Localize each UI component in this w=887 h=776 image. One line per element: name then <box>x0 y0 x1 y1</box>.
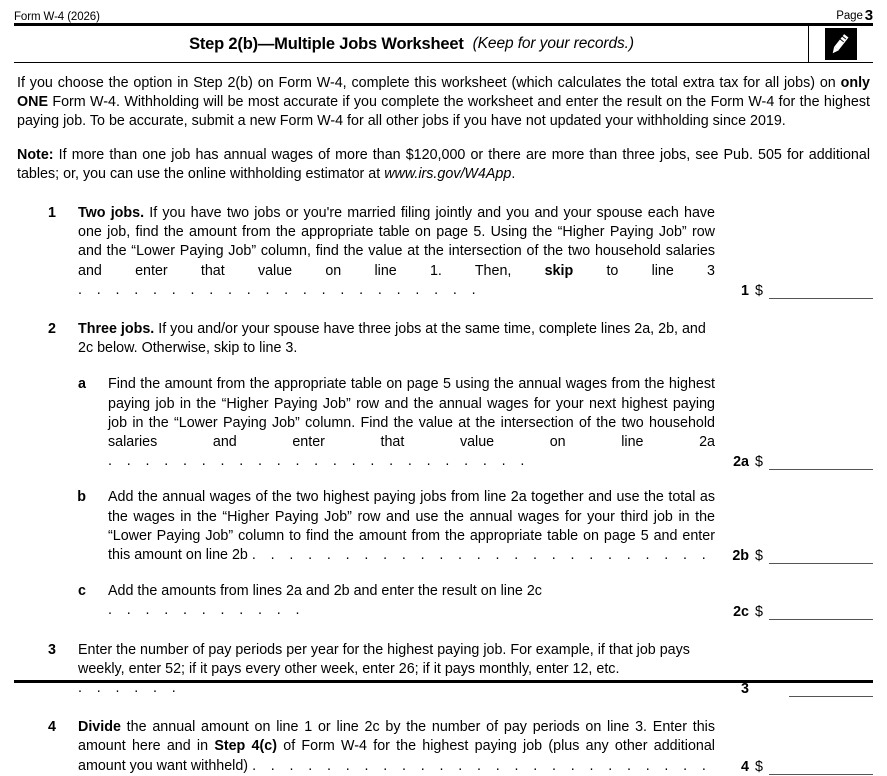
worksheet-line-2b <box>14 488 873 565</box>
worksheet-line-3 <box>14 641 873 699</box>
intro-text-a: If you choose the option in Step 2(b) on Form W-4, complete this worksheet (which calculates the total extra tax for all jobs) on <box>17 75 841 91</box>
running-head <box>14 0 873 23</box>
line-2a-letter: a <box>78 376 86 393</box>
note-label: Note: <box>17 146 54 163</box>
line-2b-answer <box>723 488 873 565</box>
line-4-entry-field[interactable] <box>769 759 873 775</box>
line-2b-leader: . . . . . . . . . . . . . . . . . . . . . . . . . <box>251 547 712 564</box>
line-1-dollar-sign: $ <box>755 283 763 300</box>
worksheet-line-2c <box>14 582 873 620</box>
line-2a-entry-field[interactable] <box>769 454 873 470</box>
line-1-entry-field[interactable] <box>769 283 873 299</box>
line-2c-letter: c <box>78 583 86 600</box>
pencil-icon <box>825 28 857 60</box>
line-2-answer-spacer <box>723 320 873 358</box>
worksheet-line-2a <box>14 375 873 471</box>
line-2b-entry-field[interactable] <box>769 548 873 564</box>
line-2c-dollar-sign: $ <box>755 603 763 620</box>
line-1-answer <box>723 204 873 300</box>
line-2a-answer <box>723 375 873 471</box>
line-4-number: 4 <box>48 719 56 736</box>
line-1-lead: Two jobs. <box>78 205 145 222</box>
line-2b-text <box>86 488 723 565</box>
line-4-answer-label: 4 <box>741 758 749 775</box>
footer-rule <box>14 680 873 683</box>
line-3-entry-field[interactable] <box>789 681 873 697</box>
line-4-lead: Divide <box>78 719 121 736</box>
line-4-step-reference: Step 4(c) <box>214 738 277 755</box>
worksheet-subtitle: (Keep for your records.) <box>472 35 634 52</box>
line-2b-letter: b <box>77 489 86 506</box>
page-number: 3 <box>864 7 873 24</box>
line-1-answer-label: 1 <box>741 283 749 300</box>
form-identifier: Form W-4 (2026) <box>14 11 100 23</box>
line-2b-body: Add the annual wages of the two highest paying jobs from line 2a together and use the total as the wages in the “Higher Paying Job” row and use the annual wages for your third job in the “Lower Paying Job” column to find the amount from the appropriate table on page 5 and enter this amount on line 2b <box>108 489 715 564</box>
line-4-answer <box>723 718 873 776</box>
line-2a-body: Find the amount from the appropriate table on page 5 using the annual wages from the highest paying job in the “Higher Paying Job” row and the annual wages for your next highest paying job in the “Lower Paying Job” column. Find the value at the intersection of the two household salaries and enter that value on line 2a <box>108 376 715 451</box>
line-2c-answer-label: 2c <box>733 603 749 620</box>
worksheet-line-1 <box>14 204 873 300</box>
line-3-text <box>56 641 723 699</box>
line-2c-body: Add the amounts from lines 2a and 2b and enter the result on line 2c <box>108 583 542 600</box>
intro-emphasis: only ONE <box>17 75 870 111</box>
worksheet-line-2 <box>14 320 873 358</box>
line-3-number: 3 <box>48 641 56 658</box>
line-3-leader: . . . . . . <box>78 680 182 697</box>
line-2-lead: Three jobs. <box>78 321 155 338</box>
line-1-body-b: to line 3 <box>573 262 716 279</box>
line-2b-dollar-sign: $ <box>755 548 763 565</box>
page-label: Page <box>836 10 863 22</box>
worksheet-line-4 <box>14 718 873 776</box>
line-3-answer <box>723 641 873 699</box>
worksheet-title-band <box>14 26 873 62</box>
line-4-body-a: the annual amount on line 1 or line 2c by the number of pay periods on line 3. Enter this amount here and in <box>78 719 715 755</box>
line-2a-dollar-sign: $ <box>755 454 763 471</box>
irs-estimator-url[interactable]: www.irs.gov/W4App <box>384 165 512 182</box>
line-3-body: Enter the number of pay periods per year for the highest paying job. For example, if that job pays weekly, enter 52; if it pays every other week, enter 26; if it pays monthly, enter 12, etc. <box>78 641 690 677</box>
intro-text-b: Form W-4. Withholding will be most accurate if you complete the worksheet and enter the result on the Form W-4 for the highest paying job. To be accurate, submit a new Form W-4 for all other jobs if you have not updated your withholding since 2019. <box>17 94 870 130</box>
line-2c-text <box>86 582 723 620</box>
line-4-dollar-sign: $ <box>755 758 763 775</box>
worksheet-lines <box>14 204 873 776</box>
line-2a-leader: . . . . . . . . . . . . . . . . . . . . . . . <box>108 453 530 470</box>
intro-paragraph <box>14 74 873 132</box>
worksheet-title: Step 2(b)—Multiple Jobs Worksheet <box>189 34 464 53</box>
note-paragraph <box>14 146 873 184</box>
worksheet-body <box>14 63 873 776</box>
line-2-text <box>56 320 723 358</box>
line-1-number: 1 <box>48 205 56 222</box>
note-text-a: If more than one job has annual wages of more than $120,000 or there are more than three jobs, see Pub. 505 for additional tables; or, you can use the online withholding estimator at <box>17 146 870 182</box>
line-2a-answer-label: 2a <box>733 454 749 471</box>
line-2-body: If you and/or your spouse have three jobs at the same time, complete lines 2a, 2b, and 2c below. Otherwise, skip to line 3. <box>78 321 706 357</box>
line-4-leader: . . . . . . . . . . . . . . . . . . . . . . . . . <box>252 757 712 774</box>
line-2a-text <box>86 375 723 471</box>
line-1-body-a: If you have two jobs or you're married filing jointly and you and your spouse each have one job, find the amount from the appropriate table on page 5. Using the “Higher Paying Job” row and the “Lower Paying Job” column, find the value at the intersection of the two household salaries and enter that value on line 1. Then, <box>78 205 715 279</box>
line-2c-answer <box>723 582 873 620</box>
line-1-leader: . . . . . . . . . . . . . . . . . . . . . . <box>78 281 482 298</box>
line-1-emphasis: skip <box>544 262 574 279</box>
line-4-text <box>56 718 723 776</box>
line-2c-entry-field[interactable] <box>769 604 873 620</box>
note-text-b: . <box>511 165 516 182</box>
line-2b-answer-label: 2b <box>732 548 749 565</box>
line-2c-leader: . . . . . . . . . . . <box>108 602 305 619</box>
line-3-answer-label: 3 <box>741 681 749 698</box>
pencil-icon-cell <box>808 26 873 62</box>
line-4-body-b: of Form W-4 for the highest paying job (plus any other additional amount you want withheld) <box>78 738 715 774</box>
line-2-number: 2 <box>48 321 56 338</box>
line-1-text <box>56 204 723 300</box>
page-indicator <box>836 6 873 23</box>
